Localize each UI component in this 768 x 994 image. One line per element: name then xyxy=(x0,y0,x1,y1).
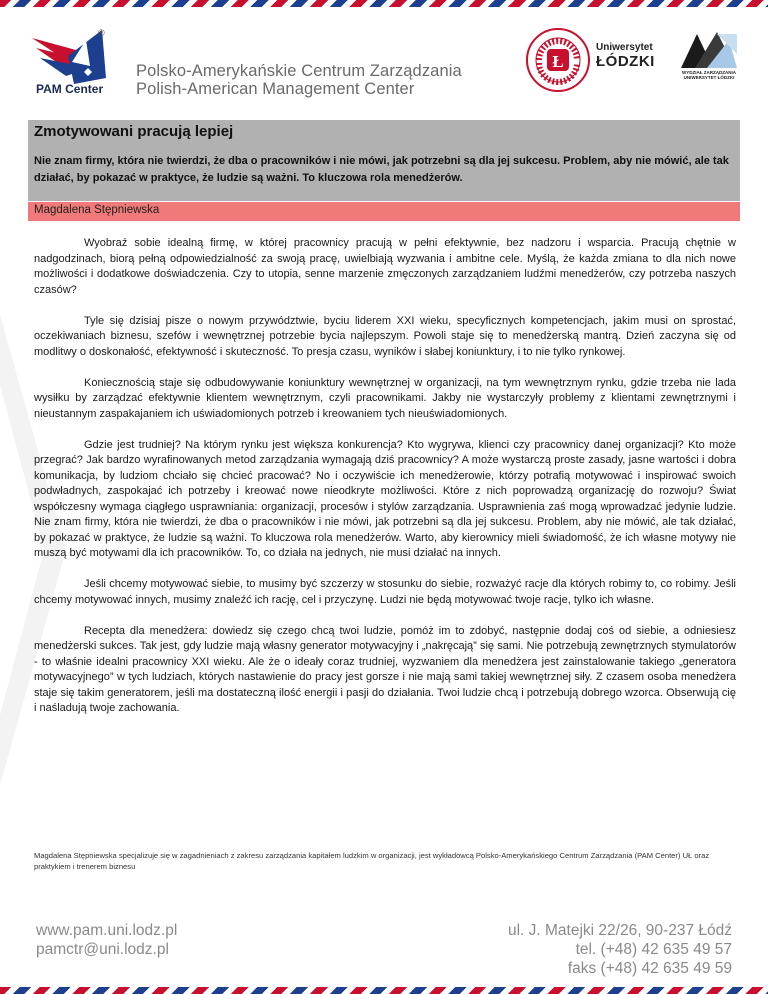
article-title: Zmotywowani pracują lepiej xyxy=(34,123,234,140)
center-name-english: Polish-American Management Center xyxy=(136,80,415,98)
phone-number: tel. (+48) 42 635 49 57 xyxy=(575,941,732,958)
svg-text:Ł: Ł xyxy=(552,52,564,71)
paragraph-5: Jeśli chcemy motywować siebie, to musimy być szczerzy w stosunku do siebie, rozważyć racje dla których robimy to, co robimy. Jeśli chcemy motywować innych, musimy znaleźć ich rację, cel i przyczynę. Ludzi nie będą motywować twoje racje, tylko ich własne. xyxy=(34,578,736,606)
contact-address xyxy=(508,921,732,978)
paragraph-3: Koniecznością staje się odbudowywanie koniunktury wewnętrznej w organizacji, na tym wewnętrznym rynku, gdzie trzeba nie lada wysiłku by zarządzać efektywnie klientem wewnętrznym, czyli pracownikami. Jakby nie wystarczyły problemy z klientami zewnętrznymi i nieustannym zaspakajaniem ich uświadomionych potrzeb i kreowaniem tych nieuświadomionych. xyxy=(34,376,736,420)
author-bar xyxy=(28,202,740,221)
university-seal-logo xyxy=(525,27,591,93)
paragraph-4: Gdzie jest trudniej? Na którym rynku jest większa konkurencja? Kto wygrywa, klienci czy pracownicy danej organizacji? Kto może przegrać? Jak bardzo wyrafinowanych metod zarządzania wymagają dziś pracownicy? A może wystarczą proste zasady, jasne wartości i dobra komunikacja, by ludziom chciało się chcieć pracować? No i oczywiście ich menedżerowie, którzy potrafią motywować i inspirować swoich podwładnych, zaspokajać ich potrzeby i kreować nowe nieodkryte możliwości. Które z nich poprowadzą organizację do rozwoju? Świat współczesny wymaga ciągłego usprawniania: organizacji, procesów i stylów zarządzania. Usprawnienia zaś mogą wprowadzać jedynie ludzie. Nie znam firmy, która nie twierdzi, że dba o pracowników i nie mówi, jak potrzebni są dla jej sukcesu. Problem, aby nie mówić, ale tak działać, by pokazać w praktyce, że ludzie są ważni. To kluczowa rola menedżerów. Warto, aby kierownicy mieli świadomość, że ich własne motywy nie muszą być motywami dla ich pracowników. To, co działa na jednych, nie musi działać na innych. xyxy=(34,438,736,559)
letterhead xyxy=(0,0,768,112)
bottom-airmail-stripe xyxy=(0,987,768,994)
website-link[interactable]: www.pam.uni.lodz.pl xyxy=(36,922,178,939)
university-name-line1: Uniwersytet xyxy=(596,42,653,53)
contact-online xyxy=(36,921,177,959)
fax-number: faks (+48) 42 635 49 59 xyxy=(567,960,732,977)
email-link[interactable]: pamctr@uni.lodz.pl xyxy=(36,941,169,958)
paragraph-2: Tyle się dzisiaj pisze o nowym przywództwie, byciu liderem XXI wieku, specyficznych kompetencjach, jakim musi on sprostać, oczekiwaniach biznesu, szefów i wewnętrznej potrzebie bycia najlepszym. Powoli staje się to menedżerską mantrą. Dzień zaczyna się od modlitwy o doskonałość, efektywność i skuteczność. To presja czasu, wyników i słabej koniunktury, i to nie tylko rynkowej. xyxy=(34,314,736,358)
center-names xyxy=(136,62,462,98)
author-name: Magdalena Stępniewska xyxy=(34,204,160,216)
faculty-logo xyxy=(677,30,739,70)
center-name-polish: Polsko-Amerykańskie Centrum Zarządzania xyxy=(136,62,462,80)
article-body xyxy=(34,236,736,732)
postal-address: ul. J. Matejki 22/26, 90-237 Łódź xyxy=(507,922,732,939)
svg-text:®: ® xyxy=(98,28,105,38)
pam-center-label: PAM Center xyxy=(36,82,104,96)
headline-box xyxy=(28,120,740,201)
paragraph-6: Recepta dla menedżera: dowiedz się czego chcą twoi ludzie, pomóż im to zdobyć, następnie dodaj coś od siebie, a odniesiesz menedżerski sukces. Tak jest, gdy ludzie mają własny generator motywacyjny i „nakręcają” się sami. Nie potrzebują zewnętrznych stymulatorów - to właśnie idealni pracownicy XXI wieku. Ale że o ideały coraz trudniej, wyzwaniem dla menedżera jest zainstalowanie takiego „generatora motywacyjnego” w tych ludziach, których nastawienie do pracy jest gorsze i nie mają sami takiej wewnętrznej siły. Z czasem osoba menedżera staje się takim generatorem, jeśli ma dostateczną ilość energii i pasji do działania. Twoi ludzie chcą i potrzebują dobrego wzorca. Obserwują cię i naśladują twoje zachowania. xyxy=(34,624,736,714)
article-lead: Nie znam firmy, która nie twierdzi, że dba o pracowników i nie mówi, jak potrzebni są dla jej sukcesu. Problem, aby nie mówić, ale tak działać, by pokazać w praktyce, że ludzie są ważni. To kluczowa rola menedżerów. xyxy=(34,155,729,184)
university-name xyxy=(596,42,655,70)
paragraph-1: Wyobraź sobie idealną firmę, w której pracownicy pracują w pełni efektywnie, bez nadzoru i wsparcia. Pracują chętnie w nadgodzinach, biorą pełną odpowiedzialność za swoją pracę, uwielbiają wyzwania i ambitne cele. Myślą, że każda zmiana to dla nich nowe możliwości i dodatkowe doświadczenia. Czy to utopia, senne marzenie zmęczonych zarządzaniem ludźmi menedżerów, czy potrzeba naszych czasów? xyxy=(34,237,736,296)
university-name-line2: ŁÓDZKI xyxy=(596,53,655,70)
faculty-name: WYDZIAŁ ZARZĄDZANIA UNIWERSYTET ŁÓDZKI xyxy=(682,70,736,80)
author-footnote: Magdalena Stępniewska specjalizuje się w zagadnieniach z zakresu zarządzania kapitałem ludzkim w organizacji, jest wykładowcą Polsko-Amerykańskiego Centrum Zarządzania (PAM Center) UŁ oraz praktykiem i trenerem biznesu xyxy=(34,851,710,871)
